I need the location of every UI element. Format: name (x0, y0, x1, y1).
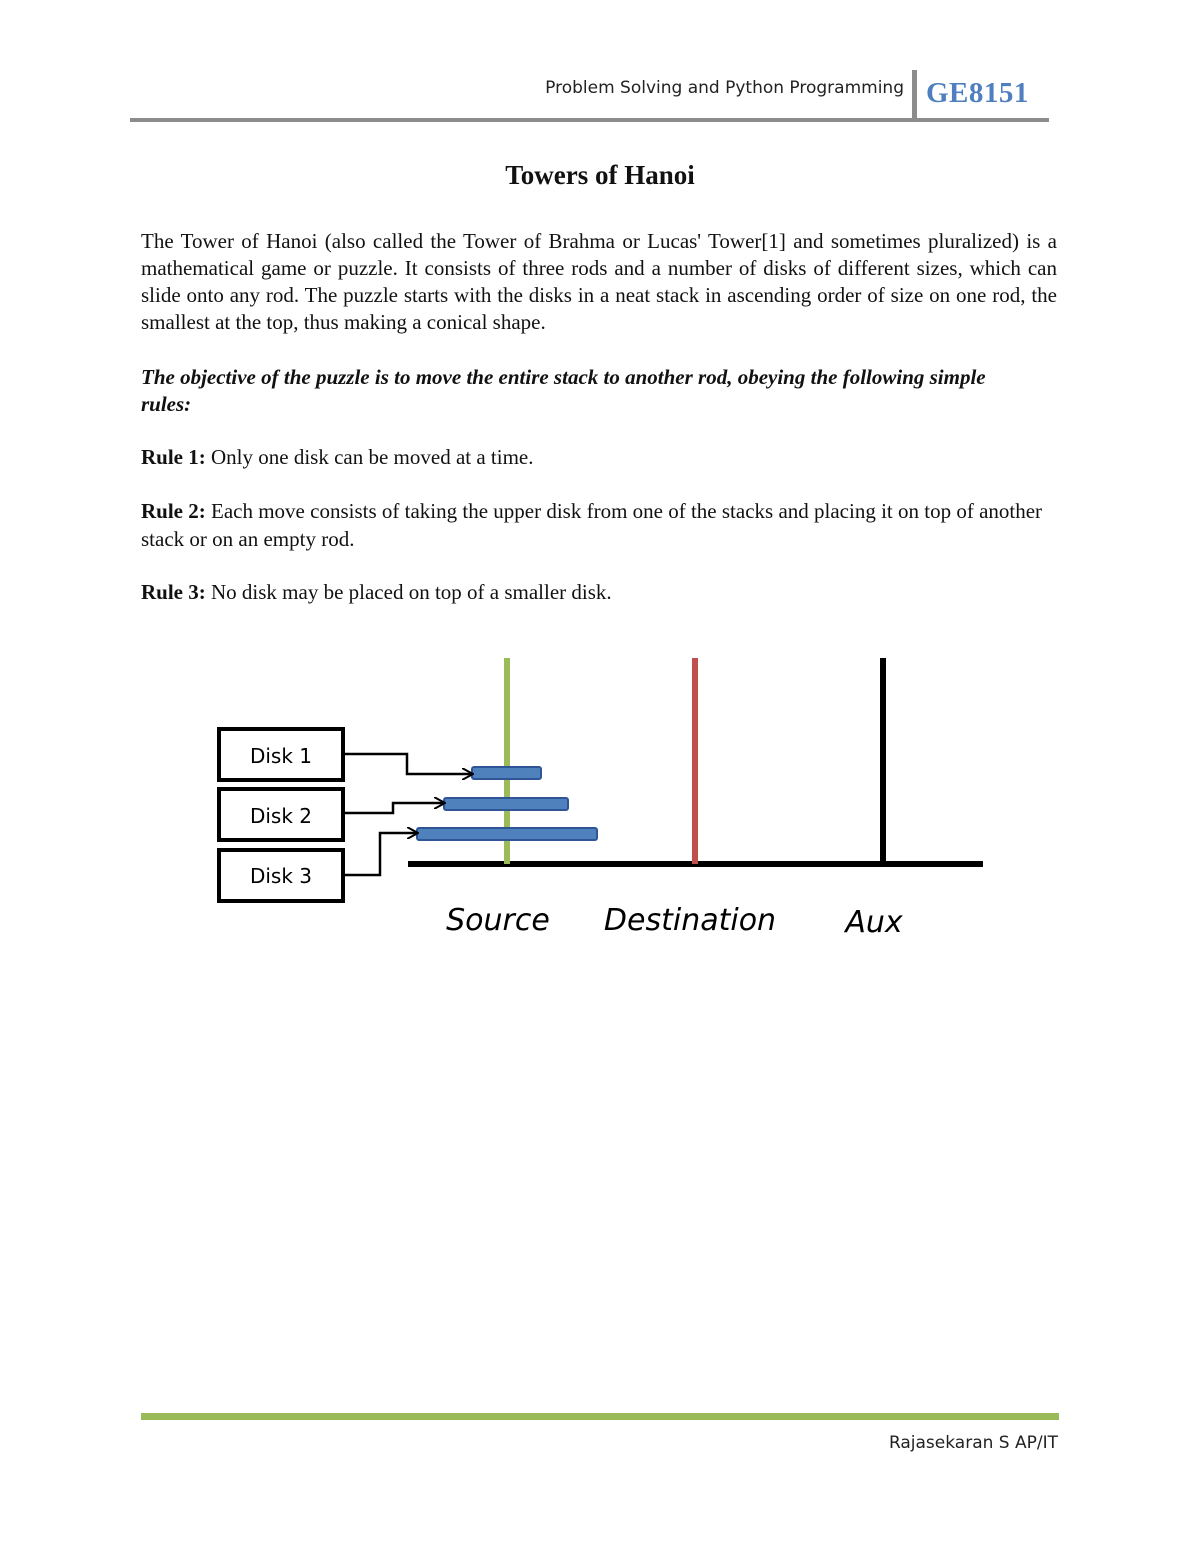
rule-1-label: Rule 1: (141, 445, 206, 469)
rule-2 (141, 497, 1056, 553)
objective-paragraph: The objective of the puzzle is to move the entire stack to another rod, obeying the following simple rules: (141, 365, 986, 416)
disk-2 (444, 798, 568, 810)
rule-2-label: Rule 2: (141, 499, 206, 523)
rule-3-text: No disk may be placed on top of a smaller disk. (211, 580, 612, 604)
disk-1-label: Disk 1 (249, 744, 313, 768)
course-code: GE8151 (926, 77, 1029, 109)
course-title: Problem Solving and Python Programming (545, 78, 904, 98)
disk-3-arrow (343, 833, 417, 875)
aux-label: Aux (845, 905, 903, 940)
towers-diagram (0, 640, 1200, 950)
footer-author: Rajasekaran S AP/IT (888, 1433, 1058, 1453)
header-divider (912, 70, 917, 122)
header-rule (130, 118, 1049, 122)
disk-2-arrow (343, 803, 444, 813)
intro-paragraph: The Tower of Hanoi (also called the Tower of Brahma or Lucas' Tower[1] and sometimes pluralized) is a mathematical game or puzzle. It consists of three rods and a number of disks of different sizes, which can slide onto any rod. The puzzle starts with the disks in a neat stack in ascending order of size on one rod, the smallest at the top, thus making a conical shape. (141, 229, 1057, 334)
destination-label: Destination (603, 903, 777, 938)
source-label: Source (446, 903, 550, 938)
rule-3-label: Rule 3: (141, 580, 206, 604)
rule-2-text: Each move consists of taking the upper disk from one of the stacks and placing it on top of another stack or on an empty rod. (141, 499, 1043, 551)
disk-3-label: Disk 3 (249, 864, 313, 888)
disk-1 (472, 767, 541, 779)
rule-1-text: Only one disk can be moved at a time. (211, 445, 534, 469)
rule-3 (141, 578, 1056, 606)
footer-rule (141, 1413, 1059, 1420)
disk-3 (417, 828, 597, 840)
rule-1 (141, 443, 1056, 471)
page-title: Towers of Hanoi (505, 160, 695, 190)
disk-1-arrow (343, 754, 472, 774)
disk-2-label: Disk 2 (249, 804, 313, 828)
